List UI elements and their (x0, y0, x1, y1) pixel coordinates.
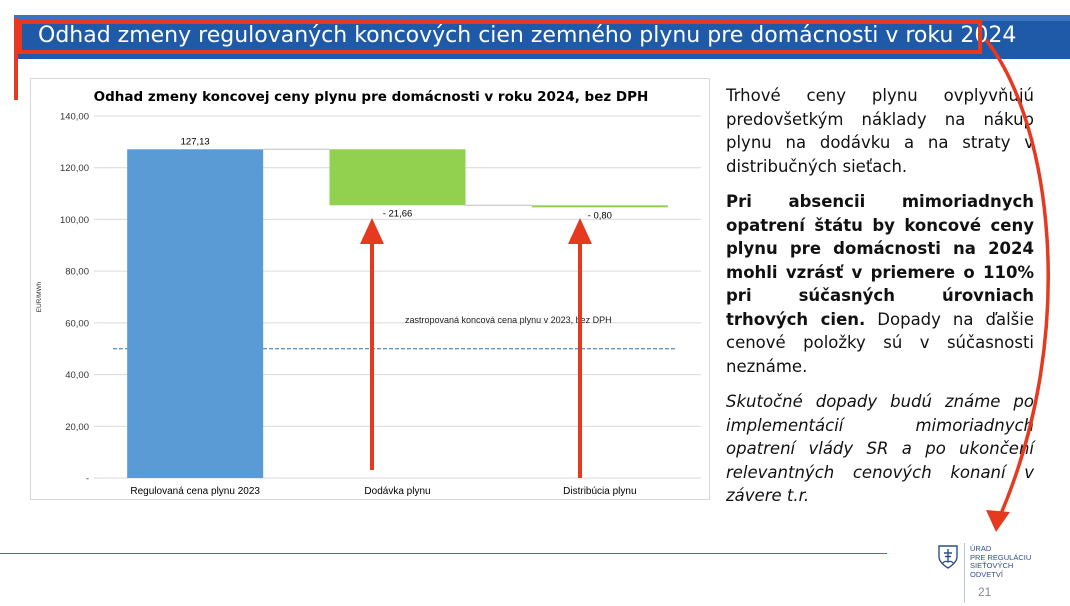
data-label: - 21,66 (382, 208, 413, 220)
org-line: SIEŤOVÝCH (970, 561, 1014, 571)
y-axis-label: EUR/MWh (36, 281, 43, 313)
paragraph-absence-rest: Dopady na ďalšie cenové položky sú v súčasnosti neznáme. (726, 309, 1034, 376)
chart-title: Odhad zmeny koncovej ceny plynu pre domácnosti v roku 2024, bez DPH (93, 89, 649, 105)
y-tick-label: - (85, 473, 89, 485)
page-title: Odhad zmeny regulovaných koncových cien zemného plynu pre domácnosti v roku 2024 (38, 23, 1017, 48)
red-arrow-up-supply (360, 218, 384, 470)
org-line: ÚRAD (970, 544, 992, 553)
org-line: PRE REGULÁCIU (970, 552, 1032, 562)
y-tick-label: 140,00 (59, 111, 89, 123)
y-tick-label: 80,00 (65, 266, 89, 278)
y-tick-label: 100,00 (59, 214, 89, 226)
data-label: 127,13 (180, 136, 210, 148)
y-tick-label: 20,00 (65, 421, 89, 433)
paragraph-actual-impacts: Skutočné dopady budú známe po implementácií mimoriadnych opatrení vlády SR a po ukončení relevantných cenových konaní v závere t.r. (726, 392, 1034, 505)
y-tick-label: 120,00 (59, 163, 89, 175)
red-curved-arrow (986, 40, 1048, 532)
y-tick-label: 40,00 (65, 370, 89, 382)
y-tick-label: 60,00 (65, 318, 89, 330)
category-label: Regulovaná cena plynu 2023 (130, 486, 260, 497)
reference-line-label: zastropovaná koncová cena plynu v 2023, bez DPH (405, 315, 612, 325)
category-label: Dodávka plynu (364, 486, 431, 497)
paragraph-market-prices: Trhové ceny plynu ovplyvňujú predovšetkým náklady na nákup plynu na dodávku a na straty v distribučných sieťach. (726, 86, 1034, 176)
data-label: - 0,80 (587, 210, 612, 222)
paragraph-absence-bold: Pri absencii mimoriadnych opatrení štátu by koncové ceny plynu pre domácnosti na 2024 mohli vzrásť v priemere o 110% pri súčasných úrovniach trhových cien. (726, 192, 1034, 329)
red-arrow-up-distribution (568, 218, 592, 478)
page-number: 21 (978, 585, 992, 599)
category-label: Distribúcia plynu (563, 486, 637, 497)
org-line: ODVETVÍ (970, 569, 1003, 579)
